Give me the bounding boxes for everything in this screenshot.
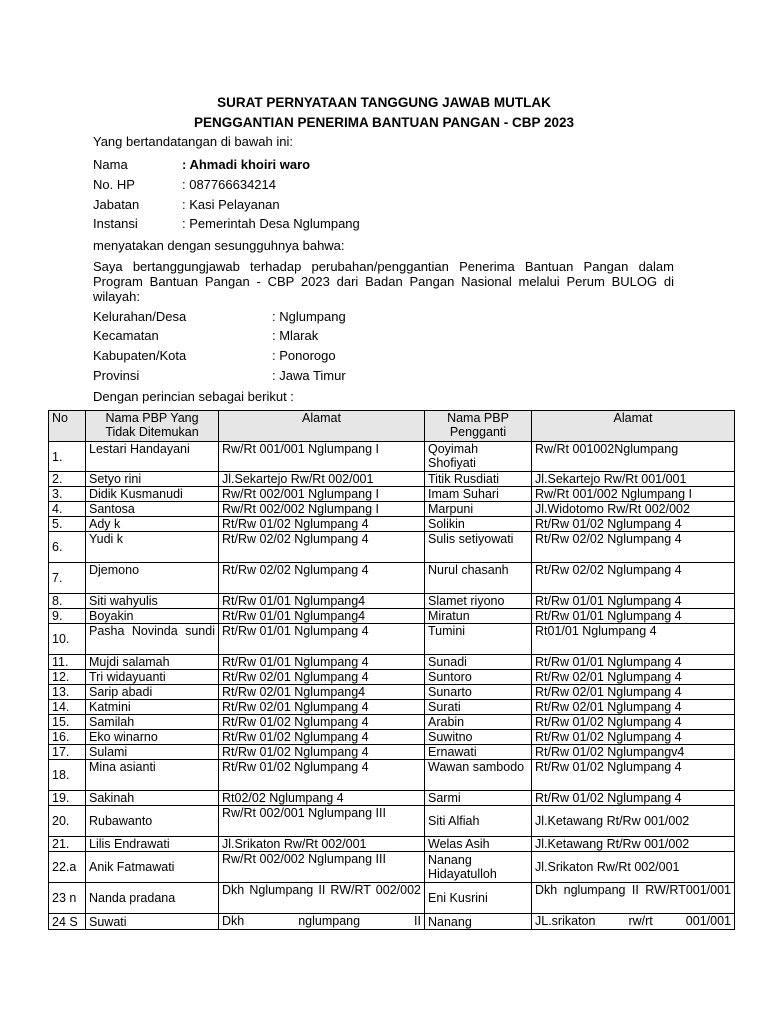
beneficiary-table [48, 410, 735, 930]
intro-text: Yang bertandatangan di bawah ini: [93, 134, 293, 149]
cell-replacement-name: Qoyimah Shofiyati [425, 442, 532, 472]
cell-missing-address: Rw/Rt 002/001 Nglumpang I [219, 487, 425, 502]
cell-replacement-address: Rt/Rw 01/01 Nglumpang 4 [532, 655, 735, 670]
cell-replacement-name: Nanang [425, 914, 532, 930]
cell-missing-address: Dkh Nglumpang II RW/RT 002/002 [219, 883, 425, 914]
cell-row-number: 10. [49, 624, 86, 655]
cell-row-number: 2. [49, 472, 86, 487]
province-value: : Jawa Timur [272, 368, 346, 383]
header-missing-address: Alamat [219, 411, 425, 442]
cell-row-number: 18. [49, 760, 86, 791]
cell-missing-name: Anik Fatmawati [86, 852, 219, 883]
cell-replacement-name: Sunadi [425, 655, 532, 670]
cell-missing-address: Dkh nglumpang II [219, 914, 425, 930]
cell-replacement-address: Jl.Srikaton Rw/Rt 002/001 [532, 852, 735, 883]
table-row [49, 760, 735, 791]
table-row [49, 837, 735, 852]
cell-row-number: 3. [49, 487, 86, 502]
cell-row-number: 7. [49, 563, 86, 594]
table-row [49, 502, 735, 517]
cell-row-number: 8. [49, 594, 86, 609]
cell-row-number: 9. [49, 609, 86, 624]
cell-row-number: 20. [49, 806, 86, 837]
table-row [49, 791, 735, 806]
cell-missing-name: Tri widayuanti [86, 670, 219, 685]
cell-missing-address: Rt/Rw 01/01 Nglumpang 4 [219, 624, 425, 655]
cell-row-number: 19. [49, 791, 86, 806]
cell-missing-address: Rt/Rw 02/02 Nglumpang 4 [219, 563, 425, 594]
table-row [49, 609, 735, 624]
cell-replacement-address: Rt/Rw 02/02 Nglumpang 4 [532, 563, 735, 594]
cell-missing-address: Rt/Rw 01/02 Nglumpang 4 [219, 760, 425, 791]
cell-row-number: 14. [49, 700, 86, 715]
header-missing-name: Nama PBP Yang Tidak Ditemukan [86, 411, 219, 442]
cell-missing-address: Jl.Srikaton Rw/Rt 002/001 [219, 837, 425, 852]
district-label: Kecamatan [93, 328, 159, 343]
cell-missing-address: Rt/Rw 02/01 Nglumpang4 [219, 685, 425, 700]
cell-replacement-address: Jl.Ketawang Rt/Rw 001/002 [532, 837, 735, 852]
cell-missing-name: Setyo rini [86, 472, 219, 487]
table-body [49, 442, 735, 930]
cell-replacement-name: Suntoro [425, 670, 532, 685]
header-no: No [49, 411, 86, 442]
cell-missing-name: Sulami [86, 745, 219, 760]
cell-replacement-address: Dkh nglumpang II RW/RT001/001 [532, 883, 735, 914]
cell-missing-address: Rt/Rw 02/01 Nglumpang 4 [219, 700, 425, 715]
cell-missing-name: Suwati [86, 914, 219, 930]
cell-replacement-address: Rt/Rw 02/01 Nglumpang 4 [532, 700, 735, 715]
cell-replacement-name: Wawan sambodo [425, 760, 532, 791]
regency-label: Kabupaten/Kota [93, 348, 187, 363]
cell-missing-name: Mujdi salamah [86, 655, 219, 670]
declare-text: menyatakan dengan sesungguhnya bahwa: [93, 238, 345, 253]
cell-missing-name: Sarip abadi [86, 685, 219, 700]
cell-missing-name: Santosa [86, 502, 219, 517]
cell-missing-address: Rt/Rw 02/02 Nglumpang 4 [219, 532, 425, 563]
cell-missing-address: Rt/Rw 01/02 Nglumpang 4 [219, 745, 425, 760]
cell-missing-address: Rt/Rw 02/01 Nglumpang 4 [219, 670, 425, 685]
table-row [49, 594, 735, 609]
table-row [49, 852, 735, 883]
cell-row-number: 12. [49, 670, 86, 685]
cell-row-number: 5. [49, 517, 86, 532]
cell-missing-address: Rw/Rt 002/002 Nglumpang I [219, 502, 425, 517]
cell-replacement-name: Imam Suhari [425, 487, 532, 502]
details-intro: Dengan perincian sebagai berikut : [93, 389, 294, 404]
cell-row-number: 23 n [49, 883, 86, 914]
cell-replacement-name: Nanang Hidayatulloh [425, 852, 532, 883]
cell-replacement-name: Ernawati [425, 745, 532, 760]
cell-replacement-name: Solikin [425, 517, 532, 532]
document-subtitle: PENGGANTIAN PENERIMA BANTUAN PANGAN - CBP 2023 [193, 115, 575, 130]
cell-row-number: 4. [49, 502, 86, 517]
cell-replacement-name: Nurul chasanh [425, 563, 532, 594]
table-row [49, 730, 735, 745]
cell-missing-name: Ady k [86, 517, 219, 532]
position-value: : Kasi Pelayanan [182, 197, 280, 212]
cell-row-number: 21. [49, 837, 86, 852]
phone-value: : 087766634214 [182, 177, 276, 192]
table-row [49, 442, 735, 472]
name-label: Nama [93, 157, 128, 172]
header-replacement-address: Alamat [532, 411, 735, 442]
cell-replacement-address: Rt/Rw 01/02 Nglumpang 4 [532, 760, 735, 791]
cell-missing-name: Samilah [86, 715, 219, 730]
cell-replacement-name: Sulis setiyowati [425, 532, 532, 563]
table-row [49, 745, 735, 760]
cell-missing-name: Siti wahyulis [86, 594, 219, 609]
table-row [49, 715, 735, 730]
cell-replacement-name: Titik Rusdiati [425, 472, 532, 487]
table-row [49, 532, 735, 563]
cell-missing-name: Yudi k [86, 532, 219, 563]
cell-replacement-address: Rt01/01 Nglumpang 4 [532, 624, 735, 655]
cell-replacement-address: Rt/Rw 01/02 Nglumpangv4 [532, 745, 735, 760]
cell-replacement-name: Welas Asih [425, 837, 532, 852]
cell-replacement-address: Rt/Rw 02/01 Nglumpang 4 [532, 685, 735, 700]
table-row [49, 806, 735, 837]
agency-label: Instansi [93, 216, 138, 231]
cell-replacement-name: Sunarto [425, 685, 532, 700]
cell-replacement-address: Rt/Rw 01/01 Nglumpang 4 [532, 609, 735, 624]
cell-missing-name: Katmini [86, 700, 219, 715]
district-value: : Mlarak [272, 328, 319, 343]
name-value: : Ahmadi khoiri waro [182, 157, 311, 172]
cell-replacement-address: Jl.Sekartejo Rw/Rt 001/001 [532, 472, 735, 487]
cell-replacement-address: Jl.Ketawang Rt/Rw 001/002 [532, 806, 735, 837]
village-value: : Nglumpang [272, 309, 346, 324]
table-row [49, 472, 735, 487]
cell-replacement-address: Rt/Rw 01/01 Nglumpang 4 [532, 594, 735, 609]
document-title: SURAT PERNYATAAN TANGGUNG JAWAB MUTLAK [217, 95, 551, 110]
cell-missing-name: Eko winarno [86, 730, 219, 745]
cell-missing-address: Rt02/02 Nglumpang 4 [219, 791, 425, 806]
cell-replacement-name: Sarmi [425, 791, 532, 806]
position-label: Jabatan [93, 197, 140, 212]
cell-missing-name: Lilis Endrawati [86, 837, 219, 852]
cell-missing-name: Lestari Handayani [86, 442, 219, 472]
cell-missing-address: Rt/Rw 01/02 Nglumpang 4 [219, 715, 425, 730]
cell-replacement-name: Tumini [425, 624, 532, 655]
cell-missing-name: Mina asianti [86, 760, 219, 791]
cell-replacement-address: JL.srikaton rw/rt 001/001 [532, 914, 735, 930]
table-row [49, 700, 735, 715]
province-label: Provinsi [93, 368, 140, 383]
cell-replacement-address: Rw/Rt 001/002 Nglumpang I [532, 487, 735, 502]
cell-replacement-name: Marpuni [425, 502, 532, 517]
cell-missing-name: Sakinah [86, 791, 219, 806]
cell-missing-address: Rt/Rw 01/01 Nglumpang4 [219, 594, 425, 609]
cell-missing-name: Rubawanto [86, 806, 219, 837]
cell-row-number: 11. [49, 655, 86, 670]
cell-replacement-name: Slamet riyono [425, 594, 532, 609]
cell-replacement-address: Rw/Rt 001002Nglumpang [532, 442, 735, 472]
table-row [49, 655, 735, 670]
cell-replacement-name: Eni Kusrini [425, 883, 532, 914]
table-row [49, 685, 735, 700]
cell-missing-address: Rw/Rt 001/001 Nglumpang I [219, 442, 425, 472]
cell-row-number: 16. [49, 730, 86, 745]
cell-replacement-address: Rt/Rw 01/02 Nglumpang 4 [532, 791, 735, 806]
cell-missing-address: Rw/Rt 002/001 Nglumpang III [219, 806, 425, 837]
cell-missing-name: Didik Kusmanudi [86, 487, 219, 502]
statement-paragraph: Saya bertanggungjawab terhadap perubahan/penggantian Penerima Bantuan Pangan dalam Program Bantuan Pangan - CBP 2023 dari Badan Pangan Nasional melalui Perum BULOG di wilayah: [93, 259, 674, 304]
cell-row-number: 1. [49, 442, 86, 472]
cell-missing-address: Rt/Rw 01/02 Nglumpang 4 [219, 730, 425, 745]
phone-label: No. HP [93, 177, 135, 192]
table-row [49, 624, 735, 655]
cell-row-number: 22.a [49, 852, 86, 883]
cell-replacement-name: Siti Alfiah [425, 806, 532, 837]
agency-value: : Pemerintah Desa Nglumpang [182, 216, 360, 231]
cell-row-number: 24 S [49, 914, 86, 930]
cell-missing-address: Rt/Rw 01/02 Nglumpang 4 [219, 517, 425, 532]
regency-value: : Ponorogo [272, 348, 336, 363]
cell-replacement-address: Rt/Rw 02/02 Nglumpang 4 [532, 532, 735, 563]
table-row [49, 487, 735, 502]
cell-replacement-address: Rt/Rw 01/02 Nglumpang 4 [532, 715, 735, 730]
table-row [49, 914, 735, 930]
cell-row-number: 6. [49, 532, 86, 563]
cell-replacement-name: Arabin [425, 715, 532, 730]
cell-missing-address: Rw/Rt 002/002 Nglumpang III [219, 852, 425, 883]
header-replacement-name: Nama PBP Pengganti [425, 411, 532, 442]
table-row [49, 883, 735, 914]
cell-replacement-name: Suwitno [425, 730, 532, 745]
village-label: Kelurahan/Desa [93, 309, 187, 324]
cell-row-number: 13. [49, 685, 86, 700]
cell-missing-name: Pasha Novinda sundi [86, 624, 219, 655]
cell-missing-address: Rt/Rw 01/01 Nglumpang 4 [219, 655, 425, 670]
cell-missing-name: Nanda pradana [86, 883, 219, 914]
cell-replacement-name: Miratun [425, 609, 532, 624]
cell-replacement-address: Jl.Widotomo Rw/Rt 002/002 [532, 502, 735, 517]
cell-replacement-address: Rt/Rw 01/02 Nglumpang 4 [532, 517, 735, 532]
cell-row-number: 15. [49, 715, 86, 730]
table-row [49, 563, 735, 594]
cell-missing-address: Jl.Sekartejo Rw/Rt 002/001 [219, 472, 425, 487]
cell-missing-name: Djemono [86, 563, 219, 594]
table-row [49, 670, 735, 685]
cell-row-number: 17. [49, 745, 86, 760]
cell-replacement-name: Surati [425, 700, 532, 715]
table-header-row [49, 411, 735, 442]
table-row [49, 517, 735, 532]
cell-replacement-address: Rt/Rw 02/01 Nglumpang 4 [532, 670, 735, 685]
cell-replacement-address: Rt/Rw 01/02 Nglumpang 4 [532, 730, 735, 745]
cell-missing-name: Boyakin [86, 609, 219, 624]
cell-missing-address: Rt/Rw 01/01 Nglumpang4 [219, 609, 425, 624]
